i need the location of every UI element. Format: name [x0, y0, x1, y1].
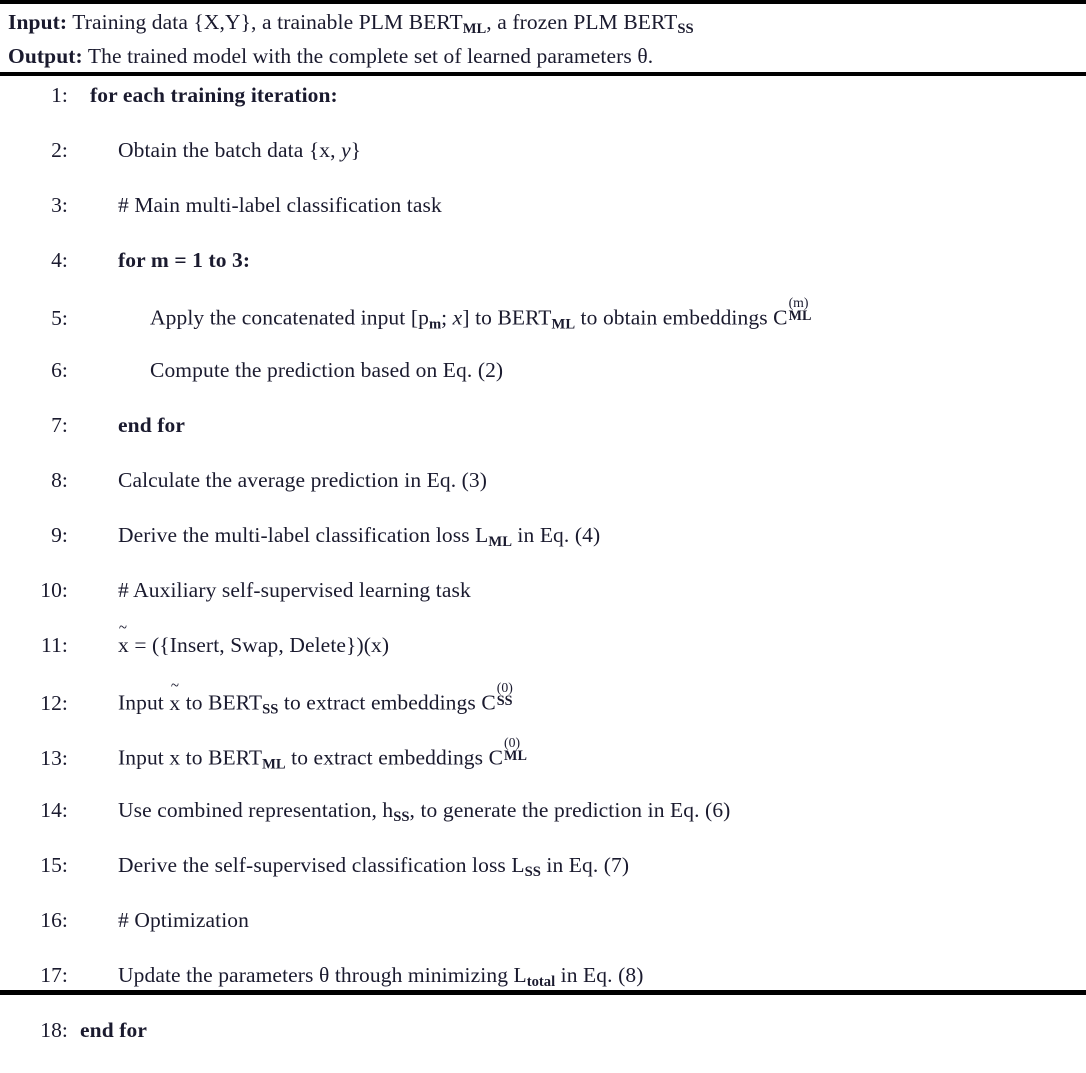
input-text-part-b: , a frozen PLM BERT	[486, 10, 678, 34]
subscript-ml: ML	[504, 748, 527, 765]
algorithm-step-row	[0, 734, 1086, 798]
step-text-part: in Eq. (7)	[540, 853, 630, 878]
input-specification-line	[8, 9, 1086, 43]
step-text-part: to obtain embeddings C	[575, 305, 788, 330]
step-text	[68, 798, 730, 826]
step-number: 13:	[40, 745, 68, 770]
step-text	[68, 633, 389, 658]
step-text-part: Derive the self-supervised classification loss L	[118, 853, 525, 878]
step-text	[68, 963, 643, 991]
step-text-part: ] to BERT	[462, 305, 552, 330]
variable-y: y	[341, 138, 351, 163]
step-number: 18:	[40, 1018, 68, 1043]
variable-x: x	[452, 305, 463, 330]
step-number: 10:	[40, 578, 68, 603]
variable-x-tilde: ~ x	[169, 691, 180, 716]
algorithm-step-row	[0, 468, 1086, 523]
subscript-ss: SS	[524, 864, 541, 881]
step-text: Compute the prediction based on Eq. (2)	[150, 358, 504, 383]
step-number: 16:	[40, 908, 68, 933]
step-text-part: Derive the multi-label classification loss L	[118, 523, 489, 548]
step-text-part: Input x to BERT	[118, 745, 263, 770]
step-text	[68, 679, 513, 719]
step-text	[68, 138, 361, 163]
algorithm-step-row	[0, 1018, 1086, 1073]
output-text: The trained model with the complete set of learned parameters θ.	[82, 44, 654, 69]
step-text-part: in Eq. (8)	[555, 963, 644, 988]
step-text: for m = 1 to 3:	[118, 248, 251, 273]
step-text: # Main multi-label classification task	[118, 193, 442, 218]
output-specification-line	[8, 43, 1086, 70]
step-text-part: , to generate the prediction in Eq. (6)	[409, 798, 731, 823]
algorithm-steps-list	[0, 76, 1086, 1073]
step-number: 7:	[51, 413, 68, 438]
step-number: 5:	[51, 305, 68, 330]
bottom-rule-divider	[0, 990, 1086, 995]
variable-x-tilde: ~ x	[118, 633, 129, 658]
algorithm-step-row	[0, 83, 1086, 138]
step-number: 9:	[51, 523, 68, 548]
step-text-part: to extract embeddings C	[285, 745, 504, 770]
algorithm-step-row	[0, 633, 1086, 688]
algorithm-step-row	[0, 248, 1086, 303]
step-text: Calculate the average prediction in Eq. (3)	[118, 468, 488, 493]
step-text-part: Apply the concatenated input [p	[150, 305, 429, 330]
algorithm-step-row	[0, 294, 1086, 358]
step-number: 12:	[40, 690, 68, 715]
step-number: 15:	[40, 853, 68, 878]
output-label: Output:	[8, 44, 83, 69]
step-text-part: }	[350, 138, 362, 163]
algorithm-header	[0, 4, 1086, 72]
step-number: 17:	[40, 963, 68, 988]
input-subscript-ss: SS	[677, 21, 694, 38]
step-text-part: to extract embeddings C	[278, 690, 496, 715]
algorithm-step-row	[0, 853, 1086, 908]
subscript-ss: SS	[393, 809, 410, 826]
subscript-ml: ML	[551, 316, 576, 333]
step-text: # Optimization	[118, 908, 249, 933]
algorithm-step-row	[0, 193, 1086, 248]
step-number: 11:	[41, 633, 68, 658]
algorithm-step-row	[0, 138, 1086, 193]
step-text	[68, 734, 527, 774]
subscript-ml: ML	[262, 756, 286, 773]
step-text-part: ;	[441, 305, 453, 330]
step-text	[68, 853, 629, 881]
input-label: Input:	[8, 10, 68, 34]
algorithm-step-row	[0, 358, 1086, 413]
step-text: # Auxiliary self-supervised learning task	[118, 578, 471, 603]
subscript-ss: SS	[496, 693, 513, 710]
superscript-zero: (0)	[504, 734, 521, 750]
step-text	[68, 294, 812, 334]
step-number: 2:	[51, 138, 68, 163]
subscript-m: m	[428, 316, 442, 333]
step-text: end for	[80, 1018, 147, 1043]
input-text-part-a: Training data {X,Y}, a trainable PLM BERT	[67, 10, 463, 34]
step-number: 8:	[51, 468, 68, 493]
step-text: for each training iteration:	[90, 83, 338, 108]
algorithm-step-row	[0, 523, 1086, 578]
subscript-ml: ML	[788, 308, 812, 325]
step-number: 6:	[51, 358, 68, 383]
step-text-part: Use combined representation, h	[118, 798, 394, 823]
algorithm-step-row	[0, 908, 1086, 963]
superscript-zero: (0)	[496, 679, 513, 695]
subscript-ml: ML	[488, 534, 512, 551]
algorithm-step-row	[0, 679, 1086, 743]
step-text	[68, 523, 600, 551]
step-text-part: in Eq. (4)	[511, 523, 601, 548]
subscript-ss: SS	[262, 701, 279, 718]
superscript-m: (m)	[788, 294, 809, 310]
step-text-part: to BERT	[180, 690, 263, 715]
step-number: 4:	[51, 248, 68, 273]
step-number: 1:	[51, 83, 68, 108]
step-text-part: Obtain the batch data {x,	[118, 138, 342, 163]
step-number: 14:	[40, 798, 68, 823]
input-subscript-ml: ML	[462, 21, 487, 38]
step-number: 3:	[51, 193, 68, 218]
algorithm-step-row	[0, 413, 1086, 468]
algorithm-step-row	[0, 578, 1086, 633]
step-text-part: Input	[118, 690, 170, 715]
step-text-part: = ({Insert, Swap, Delete})(x)	[128, 633, 390, 658]
step-text-part: Update the parameters θ through minimizing L	[118, 963, 527, 988]
subscript-total: total	[526, 974, 556, 991]
algorithm-step-row	[0, 798, 1086, 853]
step-text: end for	[118, 413, 185, 438]
